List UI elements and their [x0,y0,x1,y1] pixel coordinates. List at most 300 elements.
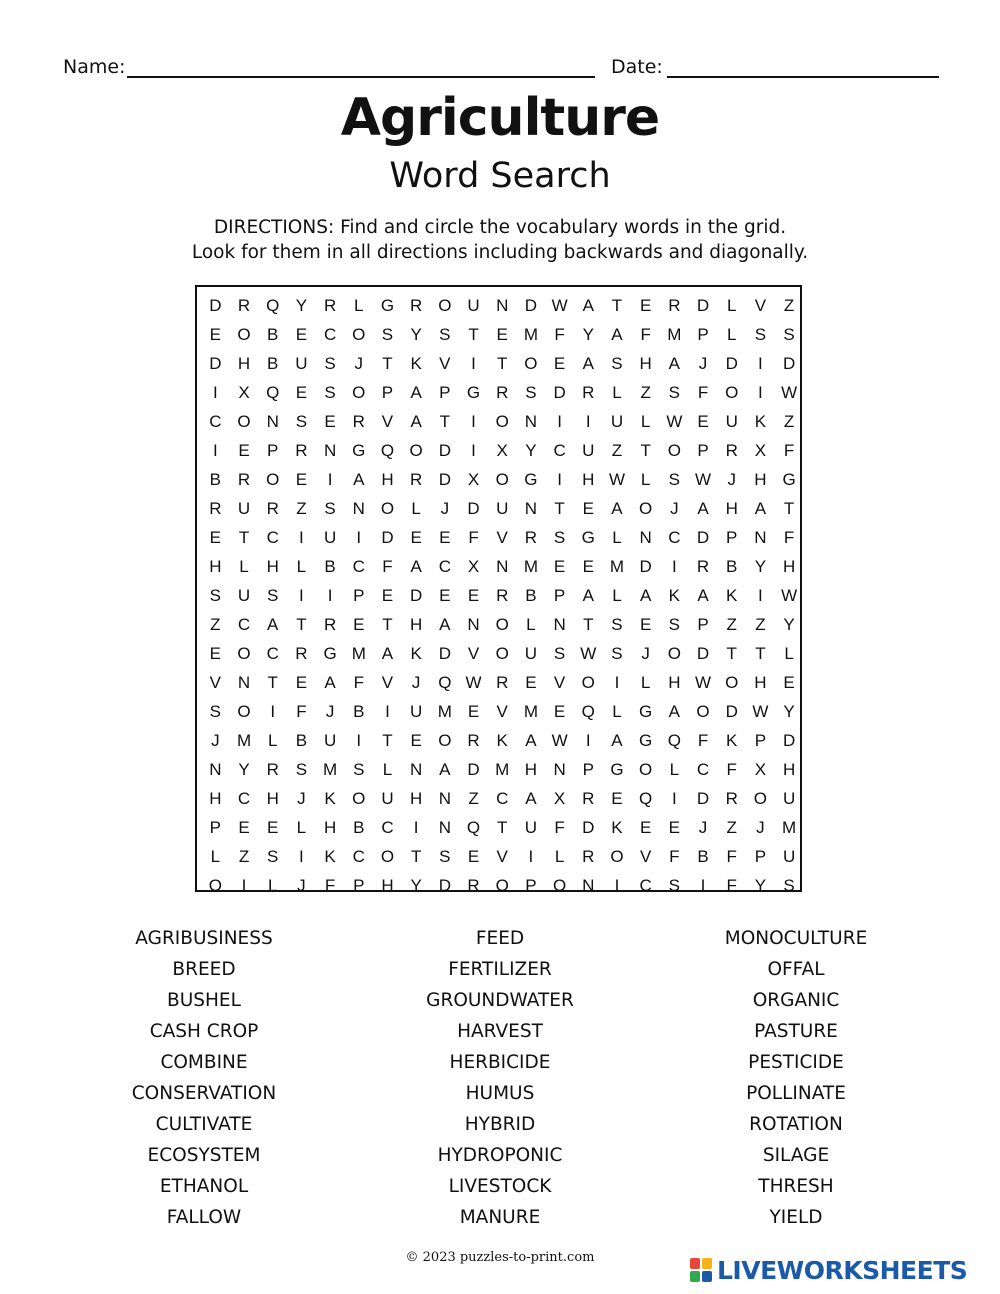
grid-letter[interactable]: S [611,354,623,373]
grid-letter[interactable]: T [783,499,795,518]
grid-letter[interactable]: O [495,470,509,489]
grid-letter[interactable]: T [497,354,508,373]
grid-letter[interactable]: E [209,325,222,344]
grid-letter[interactable]: L [612,586,622,605]
grid-letter[interactable]: L [554,847,565,866]
grid-letter[interactable]: N [639,528,652,547]
grid-letter[interactable]: C [381,818,394,837]
grid-letter[interactable]: O [237,702,251,721]
grid-letter[interactable]: D [696,528,710,547]
grid-letter[interactable]: C [696,760,710,779]
grid-letter[interactable]: D [639,557,652,576]
grid-letter[interactable]: M [495,760,510,779]
grid-letter[interactable]: W [580,644,597,663]
grid-letter[interactable]: J [641,644,650,663]
grid-letter[interactable]: I [585,412,591,431]
grid-letter[interactable]: E [324,412,336,431]
grid-letter[interactable]: H [266,789,279,808]
grid-letter[interactable]: I [413,818,419,837]
grid-letter[interactable]: U [410,702,423,721]
grid-letter[interactable]: R [323,615,337,634]
grid-letter[interactable]: D [438,876,451,895]
grid-letter[interactable]: U [610,412,624,431]
grid-letter[interactable]: G [466,383,481,402]
grid-letter[interactable]: L [526,615,536,634]
grid-letter[interactable]: R [237,470,251,489]
grid-letter[interactable]: M [523,325,538,344]
grid-letter[interactable]: E [295,470,308,489]
grid-letter[interactable]: F [468,528,479,547]
grid-letter[interactable]: L [382,760,393,779]
grid-letter[interactable]: H [782,760,796,779]
grid-letter[interactable]: H [266,557,279,576]
grid-letter[interactable]: O [524,354,538,373]
grid-letter[interactable]: S [381,325,394,344]
grid-letter[interactable]: O [237,644,251,663]
grid-letter[interactable]: V [754,296,767,315]
grid-letter[interactable]: P [381,383,394,402]
grid-letter[interactable]: B [525,586,537,605]
grid-letter[interactable]: R [467,731,480,750]
grid-letter[interactable]: H [782,557,796,576]
grid-letter[interactable]: F [324,876,336,895]
grid-letter[interactable]: U [381,789,394,808]
grid-letter[interactable]: I [585,731,591,750]
grid-letter[interactable]: H [410,789,423,808]
grid-letter[interactable]: E [295,325,308,344]
grid-letter[interactable]: R [582,789,595,808]
grid-letter[interactable]: R [323,296,337,315]
grid-letter[interactable]: G [782,470,796,489]
grid-letter[interactable]: B [209,470,222,489]
grid-letter[interactable]: V [496,847,508,866]
grid-letter[interactable]: Q [667,731,681,750]
grid-letter[interactable]: S [267,847,279,866]
grid-letter[interactable]: E [639,296,652,315]
grid-letter[interactable]: H [237,354,251,373]
grid-letter[interactable]: E [639,818,652,837]
grid-letter[interactable]: K [726,731,738,750]
grid-letter[interactable]: Y [238,760,250,779]
grid-letter[interactable]: S [295,412,308,431]
grid-letter[interactable]: I [327,470,333,489]
grid-letter[interactable]: N [237,673,251,692]
grid-letter[interactable]: E [238,441,250,460]
grid-letter[interactable]: A [668,702,681,721]
grid-letter[interactable]: H [754,470,767,489]
grid-letter[interactable]: G [352,441,366,460]
grid-letter[interactable]: Y [783,615,795,634]
grid-letter[interactable]: I [614,876,620,895]
grid-letter[interactable]: T [468,325,479,344]
grid-letter[interactable]: N [496,296,509,315]
grid-letter[interactable]: X [467,557,480,576]
grid-letter[interactable]: U [524,818,538,837]
grid-letter[interactable]: Z [726,818,737,837]
grid-letter[interactable]: H [639,354,652,373]
grid-letter[interactable]: U [496,499,509,518]
grid-letter[interactable]: Z [296,499,307,518]
grid-letter[interactable]: A [267,615,279,634]
grid-letter[interactable]: O [667,441,681,460]
grid-letter[interactable]: M [523,557,538,576]
grid-letter[interactable]: N [266,412,279,431]
grid-letter[interactable]: W [608,470,625,489]
grid-letter[interactable]: D [410,586,423,605]
grid-letter[interactable]: E [295,673,308,692]
grid-letter[interactable]: A [611,731,623,750]
grid-letter[interactable]: N [582,876,595,895]
grid-letter[interactable]: U [295,354,308,373]
grid-letter[interactable]: O [237,325,251,344]
grid-letter[interactable]: I [385,702,390,721]
grid-letter[interactable]: E [553,557,566,576]
grid-letter[interactable]: E [381,586,394,605]
grid-letter[interactable]: V [381,412,394,431]
grid-letter[interactable]: H [582,470,595,489]
grid-letter[interactable]: D [209,296,222,315]
grid-letter[interactable]: K [324,789,336,808]
grid-letter[interactable]: E [467,586,480,605]
grid-letter[interactable]: O [237,412,251,431]
grid-letter[interactable]: S [324,499,336,518]
grid-letter[interactable]: J [297,876,306,895]
grid-letter[interactable]: E [697,412,709,431]
grid-letter[interactable]: V [639,847,652,866]
grid-letter[interactable]: S [668,470,681,489]
grid-letter[interactable]: I [356,731,362,750]
grid-letter[interactable]: W [781,383,798,402]
grid-letter[interactable]: A [582,586,594,605]
grid-letter[interactable]: C [266,528,279,547]
grid-letter[interactable]: R [725,441,738,460]
grid-letter[interactable]: P [754,731,767,750]
name-field[interactable] [127,76,595,78]
grid-letter[interactable]: S [295,760,308,779]
grid-letter[interactable]: R [582,383,595,402]
grid-letter[interactable]: F [296,702,307,721]
grid-letter[interactable]: S [324,383,336,402]
grid-letter[interactable]: W [666,412,683,431]
grid-letter[interactable]: N [553,760,566,779]
grid-letter[interactable]: J [440,499,450,518]
grid-letter[interactable]: C [323,325,337,344]
grid-letter[interactable]: V [439,354,451,373]
grid-letter[interactable]: F [783,441,795,460]
grid-letter[interactable]: I [212,441,218,460]
grid-letter[interactable]: N [410,760,423,779]
grid-letter[interactable]: C [639,876,652,895]
grid-letter[interactable]: C [668,528,681,547]
grid-letter[interactable]: G [380,296,395,315]
grid-letter[interactable]: C [209,412,222,431]
grid-letter[interactable]: I [471,412,476,431]
grid-letter[interactable]: I [758,586,763,605]
grid-letter[interactable]: A [525,789,537,808]
grid-letter[interactable]: W [465,673,482,692]
grid-letter[interactable]: D [725,702,738,721]
grid-letter[interactable]: Y [783,702,795,721]
grid-letter[interactable]: E [410,731,422,750]
grid-letter[interactable]: L [267,876,278,895]
grid-letter[interactable]: O [438,296,452,315]
grid-letter[interactable]: S [611,644,623,663]
grid-letter[interactable]: E [209,644,222,663]
grid-letter[interactable]: Z [783,412,795,431]
grid-letter[interactable]: S [754,325,767,344]
grid-letter[interactable]: R [725,789,738,808]
grid-letter[interactable]: O [495,644,509,663]
grid-letter[interactable]: H [754,673,767,692]
grid-letter[interactable]: B [353,818,365,837]
grid-letter[interactable]: O [380,499,395,518]
grid-letter[interactable]: X [467,470,480,489]
grid-letter[interactable]: A [381,644,394,663]
grid-letter[interactable]: N [438,818,451,837]
grid-letter[interactable]: V [553,673,566,692]
grid-letter[interactable]: L [612,383,622,402]
grid-letter[interactable]: A [668,354,681,373]
grid-letter[interactable]: D [438,644,451,663]
grid-letter[interactable]: L [640,470,651,489]
grid-letter[interactable]: B [726,557,738,576]
grid-letter[interactable]: M [667,325,682,344]
grid-letter[interactable]: P [525,876,537,895]
grid-letter[interactable]: E [467,702,480,721]
grid-letter[interactable]: U [323,731,337,750]
grid-letter[interactable]: F [669,847,680,866]
grid-letter[interactable]: L [411,499,421,518]
grid-letter[interactable]: P [726,528,738,547]
grid-letter[interactable]: O [495,615,509,634]
grid-letter[interactable]: R [209,499,222,518]
grid-letter[interactable]: D [725,354,738,373]
grid-letter[interactable]: C [266,644,279,663]
grid-letter[interactable]: A [697,499,709,518]
grid-letter[interactable]: G [639,731,653,750]
grid-letter[interactable]: O [639,760,653,779]
grid-letter[interactable]: C [352,847,365,866]
grid-letter[interactable]: L [640,673,651,692]
grid-letter[interactable]: L [726,296,737,315]
grid-letter[interactable]: P [353,876,365,895]
grid-letter[interactable]: S [611,615,623,634]
grid-letter[interactable]: R [266,499,279,518]
grid-letter[interactable]: R [668,296,681,315]
grid-letter[interactable]: U [323,528,337,547]
grid-letter[interactable]: O [581,673,595,692]
grid-letter[interactable]: W [551,731,568,750]
grid-letter[interactable]: Y [410,325,422,344]
grid-letter[interactable]: R [467,876,480,895]
grid-letter[interactable]: F [697,383,709,402]
grid-letter[interactable]: B [324,557,336,576]
grid-letter[interactable]: A [324,673,336,692]
grid-letter[interactable]: W [695,673,712,692]
grid-letter[interactable]: X [553,789,566,808]
grid-letter[interactable]: T [726,644,737,663]
grid-letter[interactable]: N [438,789,451,808]
grid-letter[interactable]: I [356,528,362,547]
grid-letter[interactable]: Q [266,296,280,315]
grid-letter[interactable]: S [439,847,451,866]
grid-letter[interactable]: N [553,615,566,634]
grid-letter[interactable]: A [611,499,623,518]
grid-letter[interactable]: F [554,325,565,344]
grid-letter[interactable]: U [524,644,538,663]
grid-letter[interactable]: I [241,876,247,895]
grid-letter[interactable]: O [352,325,366,344]
grid-letter[interactable]: Q [466,818,481,837]
grid-letter[interactable]: N [524,412,538,431]
grid-letter[interactable]: C [352,557,365,576]
grid-letter[interactable]: P [697,615,709,634]
grid-letter[interactable]: G [323,644,337,663]
grid-letter[interactable]: N [209,760,222,779]
grid-letter[interactable]: A [410,412,422,431]
grid-letter[interactable]: K [668,586,681,605]
grid-letter[interactable]: Y [295,296,308,315]
grid-letter[interactable]: L [354,296,364,315]
grid-letter[interactable]: Q [438,673,452,692]
grid-letter[interactable]: S [439,325,451,344]
grid-letter[interactable]: J [354,354,364,373]
grid-letter[interactable]: E [410,528,422,547]
grid-letter[interactable]: A [410,557,422,576]
grid-letter[interactable]: T [755,644,766,663]
grid-letter[interactable]: E [267,818,279,837]
grid-letter[interactable]: R [524,528,538,547]
grid-letter[interactable]: H [209,557,222,576]
grid-letter[interactable]: J [670,499,679,518]
grid-letter[interactable]: S [668,876,681,895]
grid-letter[interactable]: O [696,702,710,721]
grid-letter[interactable]: D [467,499,480,518]
grid-letter[interactable]: K [611,818,623,837]
grid-letter[interactable]: T [497,818,508,837]
grid-letter[interactable]: L [612,702,622,721]
grid-letter[interactable]: G [581,528,595,547]
grid-letter[interactable]: E [209,528,222,547]
grid-letter[interactable]: D [582,818,595,837]
grid-letter[interactable]: F [697,731,709,750]
grid-letter[interactable]: U [782,789,796,808]
grid-letter[interactable]: K [496,731,508,750]
grid-letter[interactable]: O [352,383,366,402]
grid-letter[interactable]: A [582,296,594,315]
grid-letter[interactable]: S [525,383,537,402]
grid-letter[interactable]: L [296,557,307,576]
grid-letter[interactable]: E [238,818,250,837]
grid-letter[interactable]: H [381,876,394,895]
grid-letter[interactable]: Y [582,325,594,344]
grid-letter[interactable]: J [325,702,335,721]
grid-letter[interactable]: E [439,528,451,547]
grid-letter[interactable]: R [410,296,423,315]
grid-letter[interactable]: R [696,557,710,576]
grid-letter[interactable]: O [380,847,395,866]
grid-letter[interactable]: L [784,644,794,663]
grid-letter[interactable]: G [524,470,538,489]
grid-letter[interactable]: I [299,847,304,866]
grid-letter[interactable]: R [410,470,423,489]
grid-letter[interactable]: D [553,383,566,402]
grid-letter[interactable]: D [782,354,796,373]
grid-letter[interactable]: S [353,760,365,779]
grid-letter[interactable]: D [381,528,394,547]
grid-letter[interactable]: Z [755,615,766,634]
grid-letter[interactable]: E [353,615,365,634]
grid-letter[interactable]: P [582,760,594,779]
grid-letter[interactable]: U [237,499,251,518]
grid-letter[interactable]: I [700,876,706,895]
grid-letter[interactable]: O [725,673,739,692]
grid-letter[interactable]: T [382,354,393,373]
grid-letter[interactable]: E [525,673,537,692]
grid-letter[interactable]: M [523,702,538,721]
grid-letter[interactable]: Z [210,615,221,634]
grid-letter[interactable]: O [352,789,366,808]
grid-letter[interactable]: I [471,354,476,373]
grid-letter[interactable]: U [725,412,738,431]
grid-letter[interactable]: S [668,615,681,634]
grid-letter[interactable]: P [697,325,709,344]
grid-letter[interactable]: Y [410,876,422,895]
grid-letter[interactable]: H [381,470,394,489]
grid-letter[interactable]: R [496,383,509,402]
grid-letter[interactable]: A [439,615,451,634]
grid-letter[interactable]: T [583,615,594,634]
grid-letter[interactable]: S [553,528,566,547]
grid-letter[interactable]: I [758,354,763,373]
grid-letter[interactable]: P [439,383,451,402]
grid-letter[interactable]: D [696,789,710,808]
grid-letter[interactable]: F [783,528,795,547]
grid-letter[interactable]: R [266,760,279,779]
grid-letter[interactable]: O [266,470,280,489]
grid-letter[interactable]: R [496,586,509,605]
grid-letter[interactable]: F [353,673,364,692]
grid-letter[interactable]: D [696,296,710,315]
grid-letter[interactable]: S [209,702,222,721]
grid-letter[interactable]: Y [754,557,767,576]
grid-letter[interactable]: L [726,325,737,344]
grid-letter[interactable]: L [612,528,622,547]
grid-letter[interactable]: Z [640,383,651,402]
grid-letter[interactable]: J [756,818,765,837]
grid-letter[interactable]: A [439,760,451,779]
grid-letter[interactable]: S [553,644,566,663]
grid-letter[interactable]: E [496,325,508,344]
grid-letter[interactable]: W [695,470,712,489]
grid-letter[interactable]: R [295,644,308,663]
grid-letter[interactable]: V [381,673,394,692]
grid-letter[interactable]: J [698,354,708,373]
grid-letter[interactable]: T [238,528,250,547]
grid-letter[interactable]: M [609,557,625,576]
grid-letter[interactable]: O [552,876,567,895]
grid-letter[interactable]: R [237,296,251,315]
grid-letter[interactable]: W [752,702,769,721]
grid-letter[interactable]: O [725,383,739,402]
grid-letter[interactable]: E [439,586,451,605]
grid-letter[interactable]: H [725,499,738,518]
grid-letter[interactable]: G [610,760,624,779]
grid-letter[interactable]: T [611,296,623,315]
grid-letter[interactable]: T [410,847,422,866]
grid-letter[interactable]: T [439,412,451,431]
grid-letter[interactable]: H [410,615,423,634]
